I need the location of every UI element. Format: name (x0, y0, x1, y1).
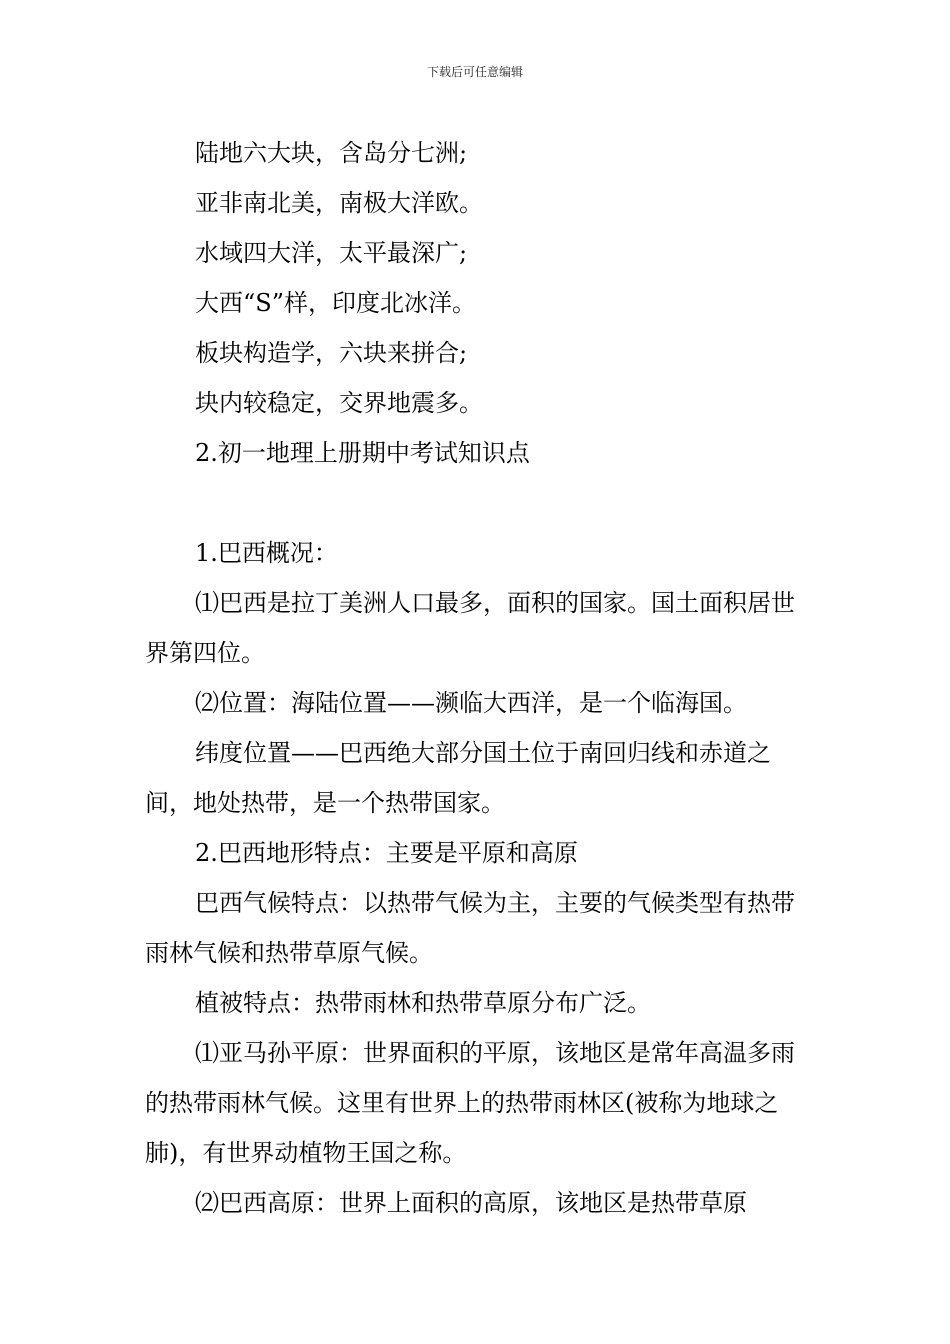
paragraph: 水域四大洋，太平最深广; (195, 239, 468, 267)
paragraph: ⑵位置：海陆位置——濒临大西洋，是一个临海国。 (195, 689, 747, 717)
section-heading: 2.初一地理上册期中考试知识点 (195, 439, 530, 467)
page-header: 下载后可任意编辑 (426, 65, 523, 79)
paragraph: 块内较稳定，交界地震多。 (195, 389, 483, 417)
paragraph: 大西“S”样，印度北冰洋。 (195, 289, 476, 317)
paragraph: ⑴巴西是拉丁美洲人口最多，面积的国家。国土面积居世界第四位。 (145, 589, 795, 667)
paragraph: 巴西气候特点：以热带气候为主，主要的气候类型有热带雨林气候和热带草原气候。 (145, 889, 795, 967)
blank-line (145, 478, 810, 528)
paragraph: 植被特点：热带雨林和热带草原分布广泛。 (195, 989, 651, 1017)
paragraph: 板块构造学，六块来拼合; (195, 339, 468, 367)
paragraph: 纬度位置——巴西绝大部分国土位于南回归线和赤道之间，地处热带，是一个热带国家。 (145, 739, 771, 817)
paragraph: 亚非南北美，南极大洋欧。 (195, 189, 483, 217)
paragraph: ⑴亚马孙平原：世界面积的平原，该地区是常年高温多雨的热带雨林气候。这里有世界上的热带雨林区(被称为地球之肺)，有世界动植物王国之称。 (145, 1039, 795, 1167)
paragraph: 2.巴西地形特点：主要是平原和高原 (195, 839, 578, 867)
document-body (145, 128, 810, 1228)
paragraph: 陆地六大块，含岛分七洲; (195, 139, 468, 167)
paragraph: 1.巴西概况： (195, 539, 338, 567)
paragraph: ⑵巴西高原：世界上面积的高原，该地区是热带草原 (195, 1189, 747, 1217)
